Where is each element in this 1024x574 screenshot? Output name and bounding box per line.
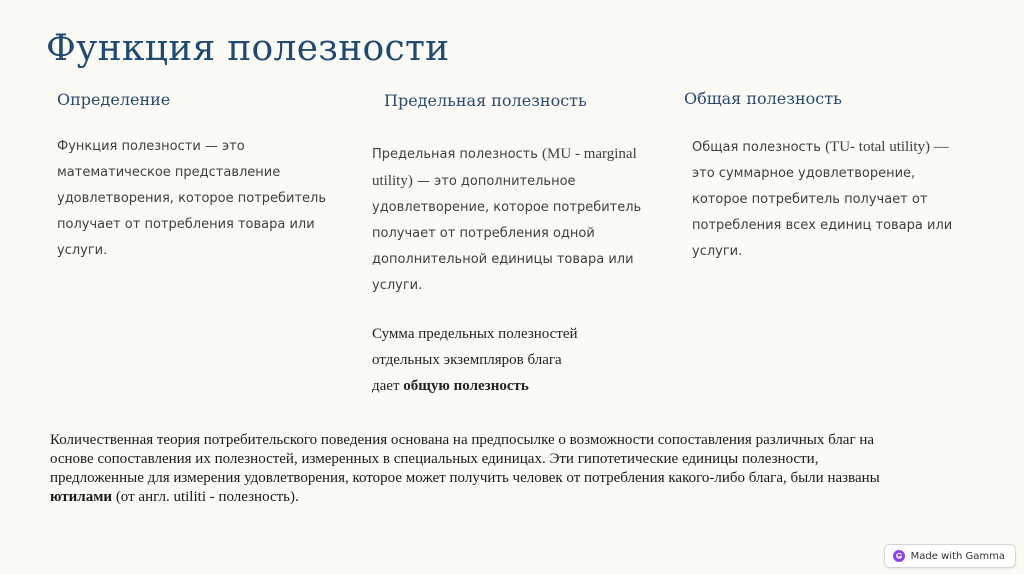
note-line-2: отдельных экземпляров блага: [372, 352, 562, 368]
total-utility-prefix: Общая полезность: [692, 140, 826, 155]
heading-marginal-utility: Предельная полезность: [384, 91, 587, 110]
heading-definition: Определение: [57, 90, 171, 109]
marginal-utility-note: [372, 321, 652, 399]
definition-text: Функция полезности — это математическое представление удовлетворения, которое потребитель получает от потребления товара или услуги.: [57, 139, 327, 258]
slide-title: Функция полезности: [46, 28, 450, 69]
bottom-paragraph: [50, 431, 890, 507]
marginal-utility-suffix: — это дополнительное удовлетворение, которое потребитель получает от потребления одной дополнительной единицы товара или услуги.: [372, 174, 642, 293]
bottom-text-end: (от англ. utiliti - полезность).: [112, 489, 299, 505]
note-line-1: Сумма предельных полезностей: [372, 326, 578, 342]
bottom-text-main: Количественная теория потребительского поведения основана на предпосылке о возможности сопоставления различных благ на основе сопоставления их полезностей, измеренных в специальных единицах. Эти гипотетические единицы полезности, предложенные для измерения удовлетворения, которое может получить человек от потребления какого-либо блага, были названы: [50, 432, 880, 486]
marginal-utility-term: (MU - marginal utility): [372, 146, 637, 189]
marginal-utility-text: [372, 141, 652, 299]
bottom-text-bold: ютилами: [50, 489, 113, 505]
total-utility-term: (TU- total utility) —: [825, 139, 949, 155]
gamma-logo-icon: [893, 550, 905, 562]
badge-label: Made with Gamma: [910, 550, 1005, 562]
marginal-utility-prefix: Предельная полезность: [372, 147, 543, 162]
note-line-3-bold: общую полезность: [403, 378, 529, 394]
made-with-gamma-badge[interactable]: [884, 544, 1016, 568]
total-utility-suffix: это суммарное удовлетворение, которое потребитель получает от потребления всех единиц товара или услуги.: [692, 166, 953, 259]
note-line-3-prefix: дает: [372, 378, 404, 394]
total-utility-text: [692, 134, 967, 265]
heading-total-utility: Общая полезность: [684, 89, 842, 108]
